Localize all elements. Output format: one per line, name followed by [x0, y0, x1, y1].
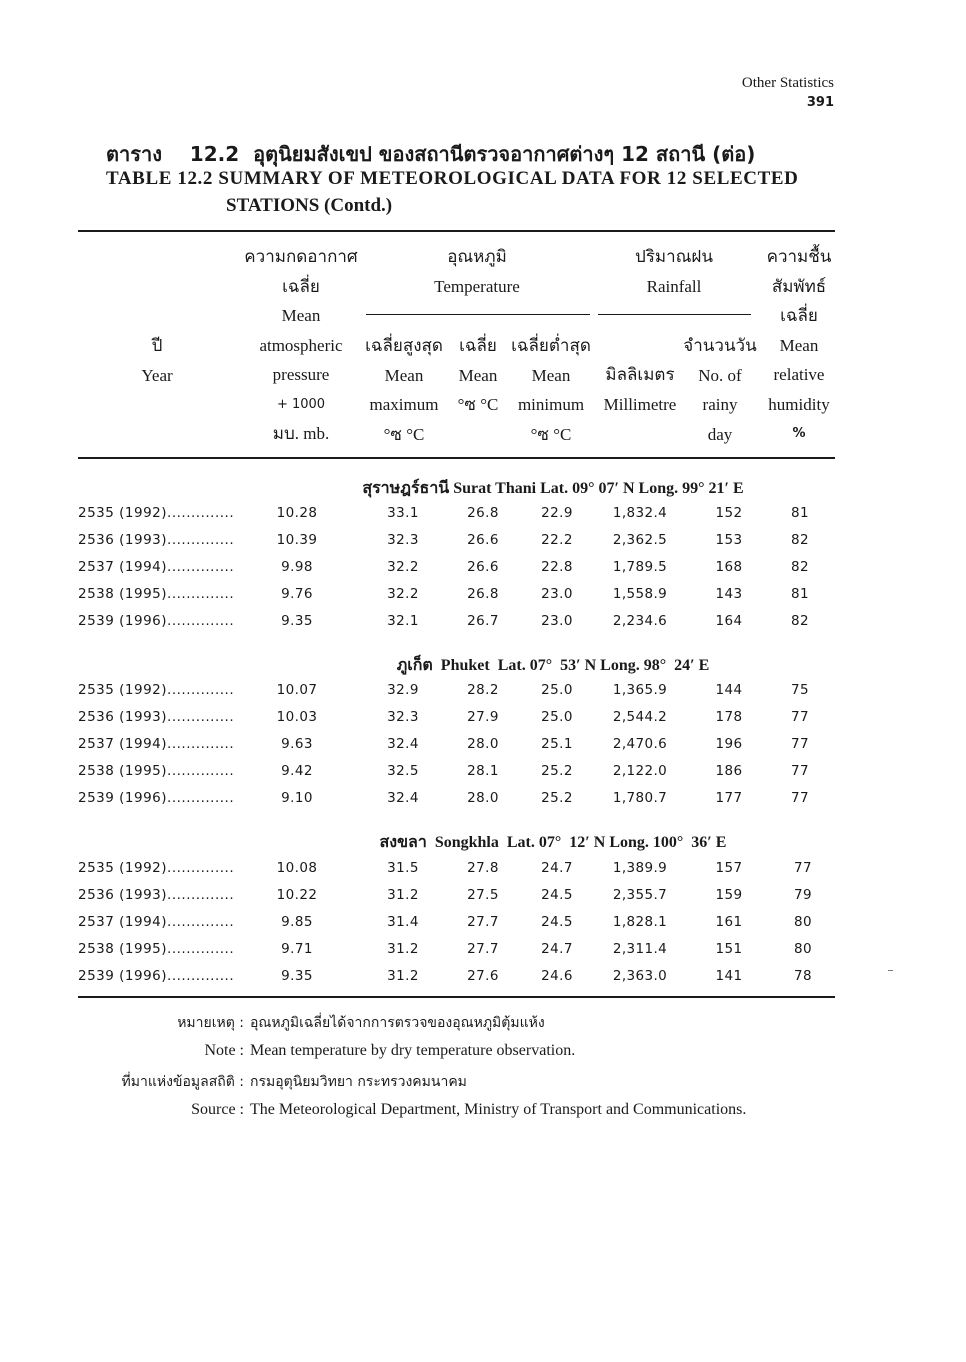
humidity-cell: 75: [791, 682, 809, 698]
rainfall-cell: 1,789.5: [612, 559, 668, 575]
year-cell: 2536 (1993)..............: [78, 887, 235, 903]
table-row: [0, 887, 966, 907]
tmean-cell: 27.9: [467, 709, 499, 725]
table-row: [0, 736, 966, 756]
scan-mark: [888, 970, 893, 971]
tmin-header-thai: เฉลี่ยต่ำสุด: [511, 336, 591, 355]
tmean-cell: 26.8: [467, 505, 499, 521]
rainfall-cell: 2,363.0: [612, 968, 668, 984]
tmin-header-english-1: Mean: [531, 365, 571, 385]
tmean-cell: 26.7: [467, 613, 499, 629]
tmax-header-english-2: maximum: [369, 395, 439, 414]
tmax-cell: 32.9: [387, 682, 419, 698]
table-row: [0, 914, 966, 934]
table-row: [0, 709, 966, 729]
tmax-header-english-1: Mean: [384, 365, 424, 385]
tmax-cell: 31.2: [387, 941, 419, 957]
pressure-cell: 9.10: [281, 790, 313, 806]
year-cell: 2537 (1994)..............: [78, 559, 235, 575]
tmean-header-english: Mean: [458, 365, 498, 385]
tmax-cell: 33.1: [387, 505, 419, 521]
pressure-header-thai-1: ความกดอากาศ: [244, 247, 358, 266]
pressure-header-english-1: Mean: [281, 306, 321, 325]
humidity-header-thai-1: ความชื้น: [766, 247, 832, 266]
year-header-thai: ปี: [151, 336, 163, 355]
rainy-days-cell: 168: [715, 559, 743, 575]
year-cell: 2539 (1996)..............: [78, 613, 235, 629]
tmin-cell: 25.0: [541, 682, 573, 698]
rainy-days-cell: 186: [715, 763, 743, 779]
station-name: สงขลา Songkhla Lat. 07° 12′ N Long. 100° 36′ E: [379, 834, 727, 851]
humidity-cell: 77: [794, 860, 812, 876]
table-row: [0, 941, 966, 961]
rainy-days-cell: 161: [715, 914, 743, 930]
humidity-header: [767, 242, 832, 449]
tmax-cell: 31.2: [387, 968, 419, 984]
rainy-days-cell: 151: [715, 941, 743, 957]
source-english-text: The Meteorological Department, Ministry of Transport and Communications.: [250, 1101, 747, 1118]
tmin-cell: 25.2: [541, 763, 573, 779]
year-cell: 2539 (1996)..............: [78, 968, 235, 984]
rainfall-cell: 2,311.4: [612, 941, 668, 957]
table-top-rule: [78, 230, 835, 232]
table-header-rule: [78, 457, 835, 459]
rainfall-cell: 2,234.6: [612, 613, 668, 629]
millimetre-header-thai: มิลลิเมตร: [605, 365, 675, 384]
year-cell: 2538 (1995)..............: [78, 941, 235, 957]
tmax-cell: 32.1: [387, 613, 419, 629]
tmean-cell: 27.6: [467, 968, 499, 984]
table-title-english: TABLE 12.2 SUMMARY OF METEOROLOGICAL DATA FOR 12 SELECTED: [106, 168, 799, 189]
pressure-header-unit: มบ. mb.: [272, 424, 330, 443]
page-number: 391: [806, 95, 834, 110]
rainfall-cell: 1,828.1: [612, 914, 668, 930]
pressure-cell: 10.07: [276, 682, 318, 698]
pressure-cell: 10.08: [276, 860, 318, 876]
rainy-days-cell: 196: [715, 736, 743, 752]
humidity-cell: 77: [791, 763, 809, 779]
source-thai-label: ที่มาแห่งข้อมูลสถิติ :: [121, 1074, 244, 1090]
humidity-header-english-2: relative: [773, 365, 825, 384]
note-english: [0, 1042, 966, 1066]
source-english-label: Source :: [191, 1101, 244, 1118]
rainy-days-cell: 144: [715, 682, 743, 698]
table-title-thai: ตาราง 12.2 อุตุนิยมสังเขป ของสถานีตรวจอากาศต่างๆ 12 สถานี (ต่อ): [106, 142, 756, 166]
humidity-cell: 82: [791, 532, 809, 548]
tmin-header: [511, 331, 591, 449]
pressure-cell: 9.35: [281, 968, 313, 984]
tmax-cell: 32.2: [387, 559, 419, 575]
pressure-header-english-2: atmospheric: [259, 335, 343, 355]
tmean-cell: 28.0: [467, 790, 499, 806]
rainy-days-cell: 152: [715, 505, 743, 521]
year-cell: 2537 (1994)..............: [78, 736, 235, 752]
rainfall-cell: 2,355.7: [612, 887, 668, 903]
rainy-days-cell: 177: [715, 790, 743, 806]
humidity-cell: 80: [794, 941, 812, 957]
tmean-header-thai: เฉลี่ย: [459, 336, 497, 355]
tmax-cell: 32.4: [387, 790, 419, 806]
tmin-cell: 23.0: [541, 586, 573, 602]
tmax-cell: 31.2: [387, 887, 419, 903]
year-cell: 2536 (1993)..............: [78, 709, 235, 725]
table-title-english-continued: STATIONS (Contd.): [226, 195, 393, 216]
pressure-cell: 9.98: [281, 559, 313, 575]
tmax-header-thai: เฉลี่ยสูงสุด: [365, 336, 443, 355]
tmin-cell: 24.7: [541, 860, 573, 876]
note-thai: [0, 1012, 966, 1036]
year-cell: 2538 (1995)..............: [78, 763, 235, 779]
tmin-cell: 23.0: [541, 613, 573, 629]
pressure-cell: 10.39: [276, 532, 318, 548]
running-header: [742, 74, 834, 112]
millimetre-header: [604, 360, 677, 419]
tmax-cell: 31.5: [387, 860, 419, 876]
rainfall-cell: 2,544.2: [612, 709, 668, 725]
tmean-cell: 28.0: [467, 736, 499, 752]
humidity-cell: 77: [791, 790, 809, 806]
humidity-header-unit: %: [792, 426, 806, 441]
humidity-header-english-1: Mean: [779, 335, 819, 355]
rainfall-cell: 1,780.7: [612, 790, 668, 806]
station-name: สุราษฎร์ธานี Surat Thani Lat. 09° 07′ N Long. 99° 21′ E: [362, 480, 744, 497]
table-row: [0, 613, 966, 633]
year-cell: 2535 (1992)..............: [78, 682, 235, 698]
temperature-header-english: Temperature: [434, 276, 520, 296]
tmax-cell: 32.4: [387, 736, 419, 752]
temperature-subrule: [366, 314, 590, 315]
pressure-cell: 10.03: [276, 709, 318, 725]
rainy-days-header: [683, 331, 756, 449]
millimetre-header-english: Millimetre: [603, 394, 677, 414]
temperature-header-thai: อุณหภูมิ: [447, 247, 507, 266]
tmean-cell: 27.8: [467, 860, 499, 876]
humidity-header-english-3: humidity: [768, 394, 830, 414]
pressure-header-offset: + 1000: [276, 396, 326, 412]
humidity-cell: 77: [791, 736, 809, 752]
table-row: [0, 790, 966, 810]
humidity-cell: 78: [794, 968, 812, 984]
year-cell: 2535 (1992)..............: [78, 860, 235, 876]
rainfall-cell: 1,365.9: [612, 682, 668, 698]
pressure-header-thai-2: เฉลี่ย: [282, 276, 320, 296]
tmean-cell: 27.5: [467, 887, 499, 903]
humidity-cell: 81: [791, 505, 809, 521]
year-cell: 2535 (1992)..............: [78, 505, 235, 521]
rainy-days-cell: 153: [715, 532, 743, 548]
tmin-cell: 25.0: [541, 709, 573, 725]
pressure-cell: 9.71: [281, 941, 313, 957]
rainy-days-header-english-1: No. of: [698, 365, 742, 385]
rainfall-cell: 2,362.5: [612, 532, 668, 548]
rainfall-header-thai: ปริมาณฝน: [634, 247, 714, 266]
tmin-cell: 25.1: [541, 736, 573, 752]
tmax-cell: 32.3: [387, 532, 419, 548]
pressure-cell: 9.35: [281, 613, 313, 629]
rainfall-header-english: Rainfall: [646, 276, 702, 296]
table-bottom-rule: [78, 996, 835, 998]
tmin-cell: 22.2: [541, 532, 573, 548]
tmean-cell: 27.7: [467, 914, 499, 930]
tmean-cell: 27.7: [467, 941, 499, 957]
tmean-cell: 26.6: [467, 559, 499, 575]
rainy-days-header-english-3: day: [707, 424, 733, 444]
table-row: [0, 532, 966, 552]
rainy-days-cell: 178: [715, 709, 743, 725]
rainfall-cell: 2,122.0: [612, 763, 668, 779]
rainy-days-cell: 141: [715, 968, 743, 984]
tmean-header: [458, 331, 499, 420]
section-name: Other Statistics: [741, 75, 834, 91]
source-thai: [0, 1071, 966, 1095]
tmin-header-unit: °ซ °C: [530, 424, 572, 444]
tmax-cell: 32.3: [387, 709, 419, 725]
humidity-cell: 80: [794, 914, 812, 930]
rainy-days-cell: 143: [715, 586, 743, 602]
tmin-cell: 22.9: [541, 505, 573, 521]
pressure-header: [244, 242, 357, 449]
table-row: [0, 968, 966, 988]
pressure-header-english-3: pressure: [272, 365, 330, 384]
humidity-cell: 82: [791, 559, 809, 575]
table-row: [0, 505, 966, 525]
tmin-cell: 22.8: [541, 559, 573, 575]
tmean-header-unit: °ซ °C: [457, 395, 499, 414]
tmax-cell: 32.5: [387, 763, 419, 779]
tmean-cell: 26.6: [467, 532, 499, 548]
pressure-cell: 9.76: [281, 586, 313, 602]
tmax-cell: 32.2: [387, 586, 419, 602]
rainfall-header: [635, 242, 713, 301]
note-english-label: Note :: [204, 1042, 244, 1059]
rainy-days-header-thai: จำนวนวัน: [683, 336, 757, 355]
table-row: [0, 682, 966, 702]
pressure-cell: 9.63: [281, 736, 313, 752]
tmean-cell: 28.1: [467, 763, 499, 779]
pressure-cell: 9.42: [281, 763, 313, 779]
humidity-cell: 81: [791, 586, 809, 602]
rainfall-cell: 2,470.6: [612, 736, 668, 752]
humidity-header-thai-2: สัมพัทธ์: [771, 276, 827, 296]
rainy-days-cell: 157: [715, 860, 743, 876]
rainfall-subrule: [598, 314, 751, 315]
tmin-cell: 25.2: [541, 790, 573, 806]
rainy-days-header-english-2: rainy: [702, 395, 738, 414]
year-cell: 2539 (1996)..............: [78, 790, 235, 806]
rainfall-cell: 1,832.4: [612, 505, 668, 521]
year-cell: 2538 (1995)..............: [78, 586, 235, 602]
tmean-cell: 26.8: [467, 586, 499, 602]
tmax-header-unit: °ซ °C: [383, 424, 425, 444]
tmin-cell: 24.5: [541, 914, 573, 930]
table-row: [0, 860, 966, 880]
tmin-cell: 24.7: [541, 941, 573, 957]
pressure-cell: 10.28: [276, 505, 318, 521]
table-row: [0, 559, 966, 579]
rainfall-cell: 1,389.9: [612, 860, 668, 876]
rainy-days-cell: 164: [715, 613, 743, 629]
tmax-header: [365, 331, 443, 449]
pressure-cell: 9.85: [281, 914, 313, 930]
humidity-cell: 79: [794, 887, 812, 903]
humidity-header-thai-3: เฉลี่ย: [780, 306, 818, 325]
humidity-cell: 82: [791, 613, 809, 629]
station-name: ภูเก็ต Phuket Lat. 07° 53′ N Long. 98° 24′ E: [396, 657, 710, 674]
tmin-cell: 24.5: [541, 887, 573, 903]
rainfall-cell: 1,558.9: [612, 586, 668, 602]
tmin-header-english-2: minimum: [517, 395, 585, 414]
year-header-english: Year: [141, 365, 173, 385]
temperature-header: [434, 242, 520, 301]
note-english-text: Mean temperature by dry temperature observation.: [250, 1042, 576, 1059]
table-row: [0, 763, 966, 783]
source-thai-text: กรมอุตุนิยมวิทยา กระทรวงคมนาคม: [250, 1074, 467, 1090]
note-thai-label: หมายเหตุ :: [177, 1015, 244, 1031]
year-cell: 2537 (1994)..............: [78, 914, 235, 930]
pressure-cell: 10.22: [276, 887, 318, 903]
tmean-cell: 28.2: [467, 682, 499, 698]
year-header: [141, 331, 172, 390]
tmin-cell: 24.6: [541, 968, 573, 984]
humidity-cell: 77: [791, 709, 809, 725]
rainy-days-cell: 159: [715, 887, 743, 903]
year-cell: 2536 (1993)..............: [78, 532, 235, 548]
table-row: [0, 586, 966, 606]
note-thai-text: อุณหภูมิเฉลี่ยได้จากการตรวจของอุณหภูมิตุ้มแห้ง: [250, 1015, 545, 1031]
tmax-cell: 31.4: [387, 914, 419, 930]
source-english: [0, 1101, 966, 1125]
